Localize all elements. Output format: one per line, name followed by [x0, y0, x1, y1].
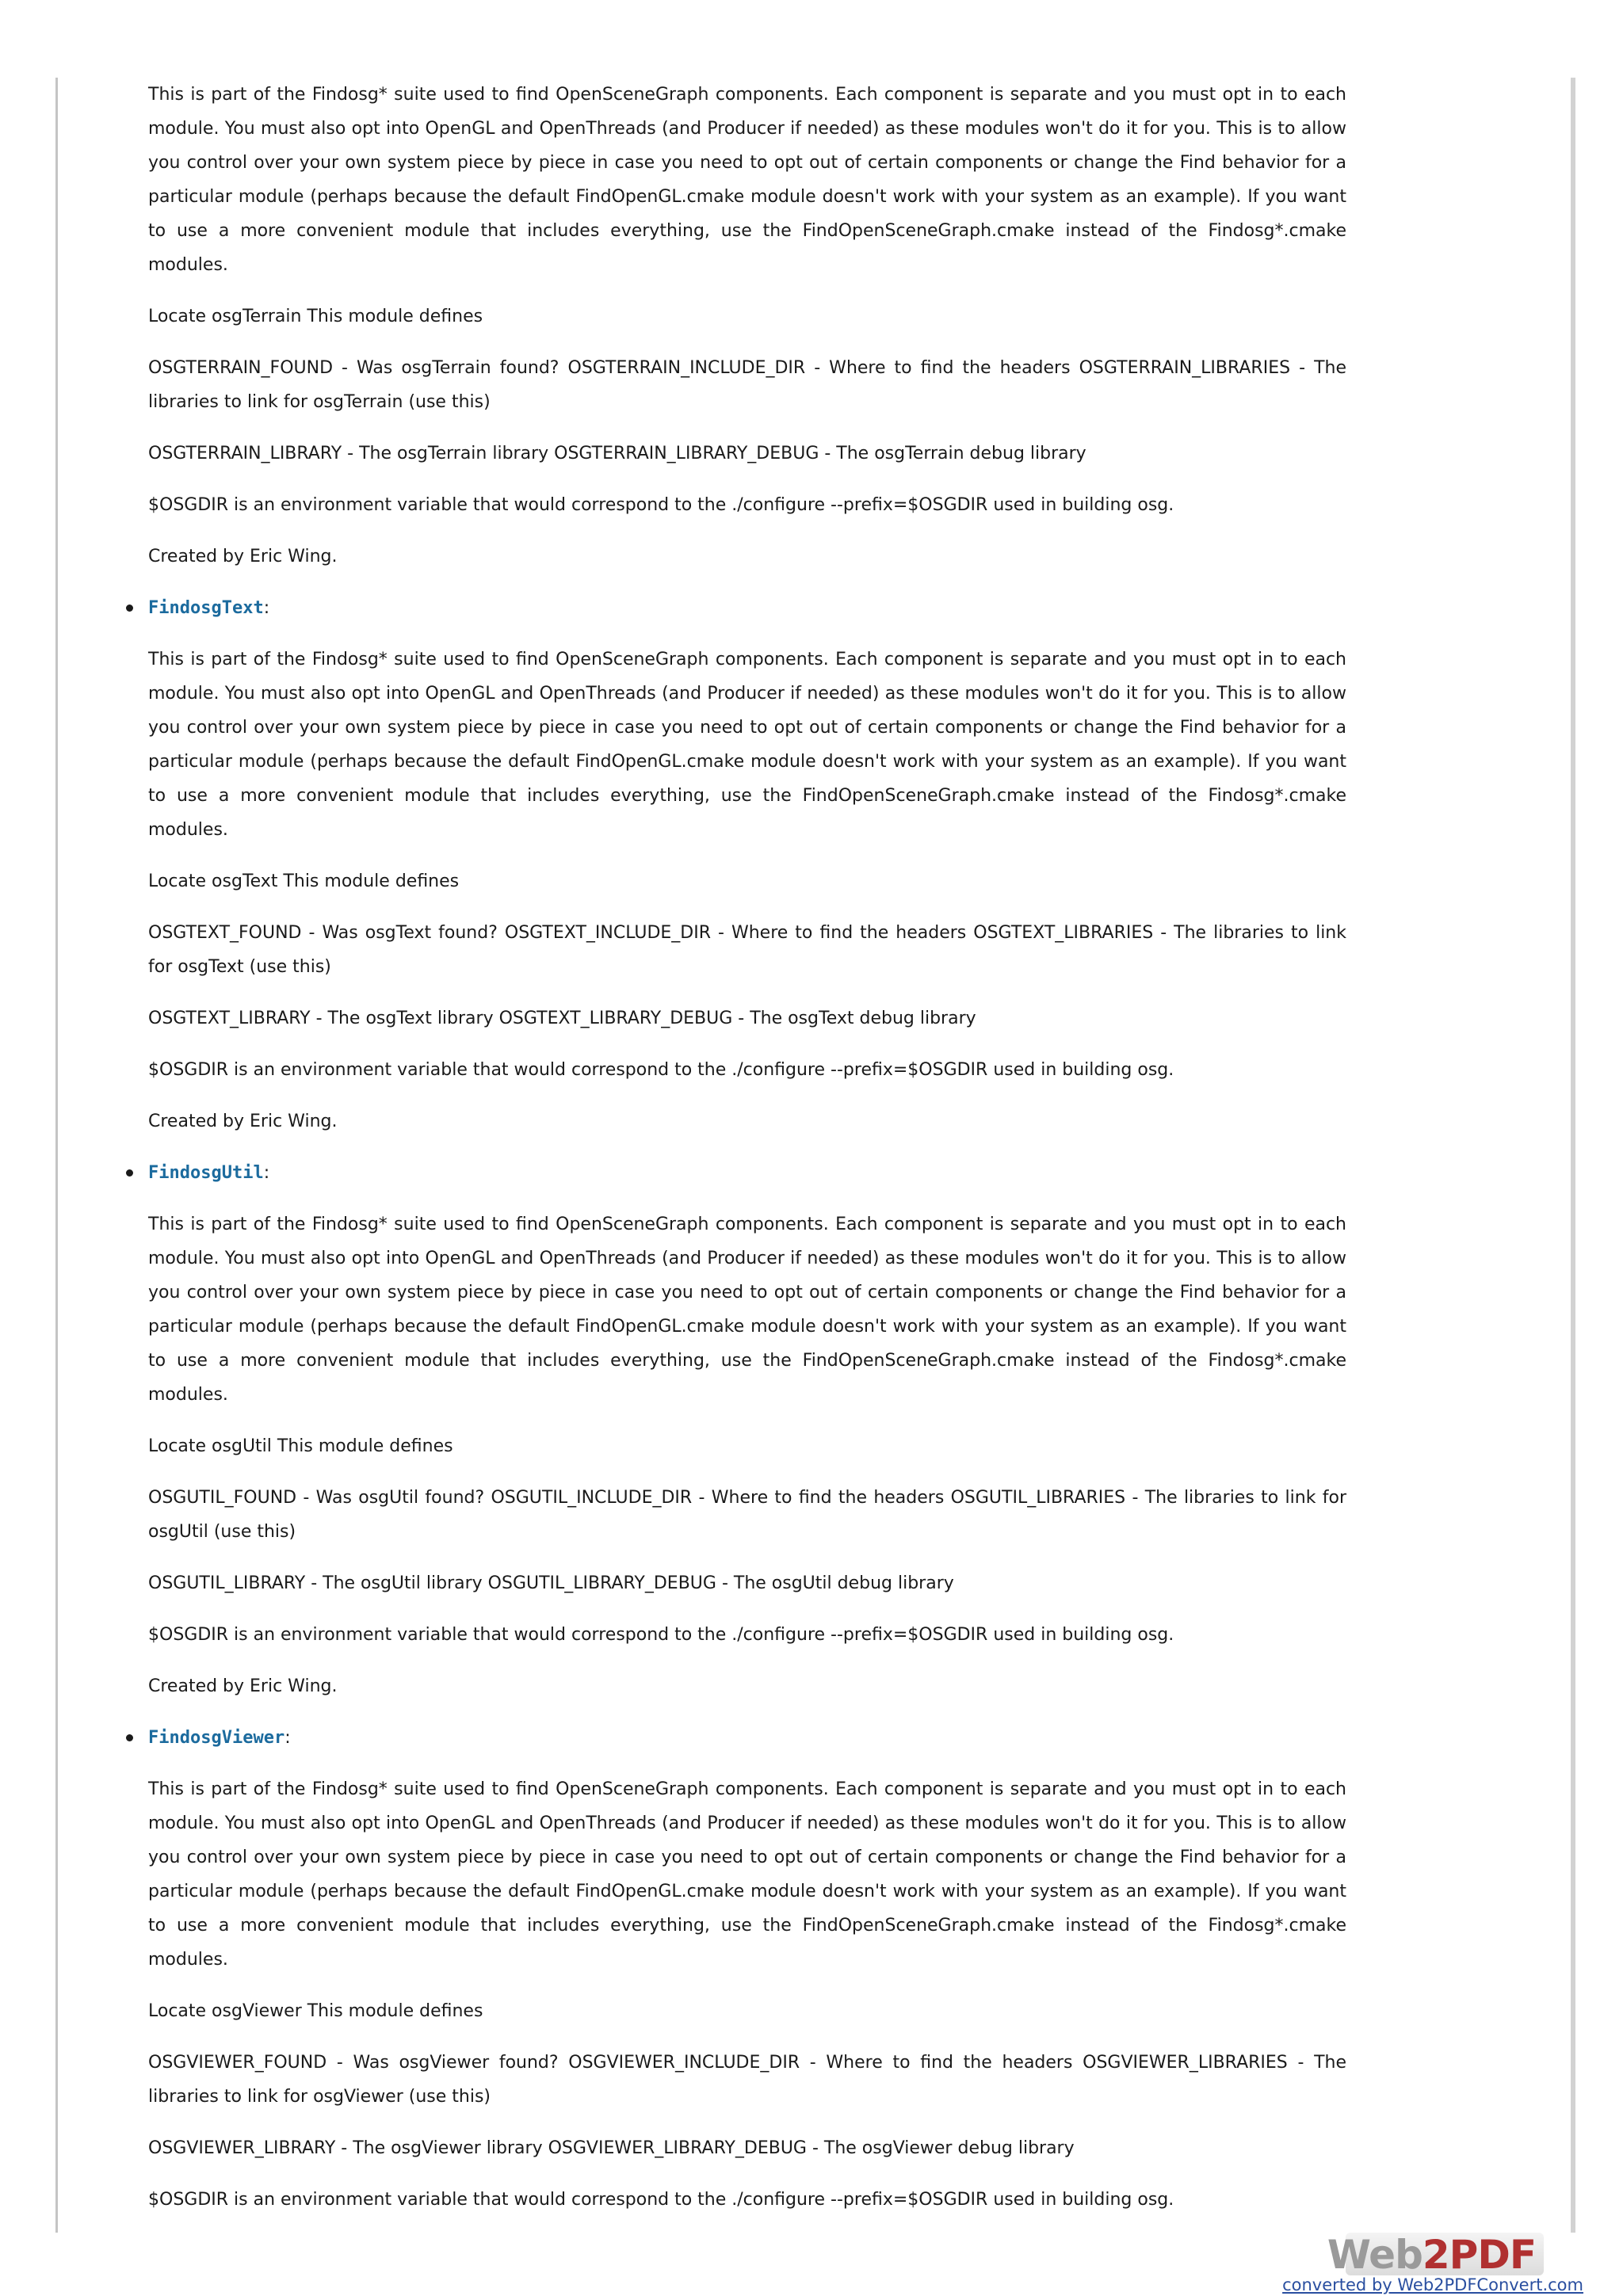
module-link-findosgtext[interactable]: FindosgText	[148, 598, 264, 618]
document-content	[148, 78, 1346, 2234]
module-credit: Created by Eric Wing.	[148, 1112, 338, 1131]
web2pdf-convert-link[interactable]: converted by Web2PDFConvert.com	[1282, 2275, 1583, 2294]
module-env-note: $OSGDIR is an environment variable that would correspond to the ./configure --prefix=$OSGDIR used in building osg.	[148, 495, 1174, 515]
module-locate-line: Locate osgUtil This module defines	[148, 1436, 453, 1456]
heading-colon: :	[263, 598, 270, 618]
module-env-note: $OSGDIR is an environment variable that would correspond to the ./configure --prefix=$OSGDIR used in building osg.	[148, 1060, 1174, 1080]
module-link-findosgutil[interactable]: FindosgUtil	[148, 1163, 264, 1183]
module-env-note: $OSGDIR is an environment variable that would correspond to the ./configure --prefix=$OSGDIR used in building osg.	[148, 1625, 1174, 1645]
module-defines: OSGVIEWER_FOUND - Was osgViewer found? OSGVIEWER_INCLUDE_DIR - Where to find the headers OSGVIEWER_LIBRARIES - The libraries to link for osgViewer (use this)	[148, 2053, 1346, 2107]
module-defines: OSGTEXT_FOUND - Was osgText found? OSGTEXT_INCLUDE_DIR - Where to find the headers OSGTEXT_LIBRARIES - The libraries to link for osgText (use this)	[148, 923, 1346, 977]
module-credit: Created by Eric Wing.	[148, 547, 338, 566]
module-env-note: $OSGDIR is an environment variable that would correspond to the ./configure --prefix=$OSGDIR used in building osg.	[148, 2190, 1174, 2210]
module-library: OSGTERRAIN_LIBRARY - The osgTerrain library OSGTERRAIN_LIBRARY_DEBUG - The osgTerrain debug library	[148, 444, 1086, 463]
module-library: OSGUTIL_LIBRARY - The osgUtil library OSGUTIL_LIBRARY_DEBUG - The osgUtil debug library	[148, 1573, 954, 1593]
module-description: This is part of the Findosg* suite used to find OpenSceneGraph components. Each component is separate and you must opt in to each module. You must also opt into OpenGL and OpenThreads (and Producer if needed) as these modules won't do it for you. This is to allow you control over your own system piece by piece in case you need to opt out of certain components or change the Find behavior for a particular module (perhaps because the default FindOpenGL.cmake module doesn't work with your system as an example). If you want to use a more convenient module that includes everything, use the FindOpenSceneGraph.cmake instead of the Findosg*.cmake modules.	[148, 85, 1346, 275]
module-description: This is part of the Findosg* suite used to find OpenSceneGraph components. Each component is separate and you must opt in to each module. You must also opt into OpenGL and OpenThreads (and Producer if needed) as these modules won't do it for you. This is to allow you control over your own system piece by piece in case you need to opt out of certain components or change the Find behavior for a particular module (perhaps because the default FindOpenGL.cmake module doesn't work with your system as an example). If you want to use a more convenient module that includes everything, use the FindOpenSceneGraph.cmake instead of the Findosg*.cmake modules.	[148, 650, 1346, 840]
module-locate-line: Locate osgViewer This module defines	[148, 2001, 483, 2021]
bullet-icon	[126, 1734, 133, 1741]
heading-colon: :	[285, 1728, 291, 1748]
module-library: OSGTEXT_LIBRARY - The osgText library OSGTEXT_LIBRARY_DEBUG - The osgText debug library	[148, 1009, 976, 1028]
module-description: This is part of the Findosg* suite used to find OpenSceneGraph components. Each component is separate and you must opt in to each module. You must also opt into OpenGL and OpenThreads (and Producer if needed) as these modules won't do it for you. This is to allow you control over your own system piece by piece in case you need to opt out of certain components or change the Find behavior for a particular module (perhaps because the default FindOpenGL.cmake module doesn't work with your system as an example). If you want to use a more convenient module that includes everything, use the FindOpenSceneGraph.cmake instead of the Findosg*.cmake modules.	[148, 1779, 1346, 1970]
heading-colon: :	[263, 1163, 270, 1183]
module-defines: OSGUTIL_FOUND - Was osgUtil found? OSGUTIL_INCLUDE_DIR - Where to find the headers OSGUTIL_LIBRARIES - The libraries to link for osgUtil (use this)	[148, 1488, 1346, 1542]
logo-text-2pdf: 2PDF	[1422, 2232, 1536, 2278]
module-heading-findosgviewer	[148, 1721, 1346, 1755]
module-library: OSGVIEWER_LIBRARY - The osgViewer library OSGVIEWER_LIBRARY_DEBUG - The osgViewer debug library	[148, 2138, 1075, 2158]
web2pdf-watermark	[1282, 2232, 1599, 2296]
module-credit: Created by Eric Wing.	[148, 1676, 338, 1696]
bullet-icon	[126, 1169, 133, 1177]
module-defines: OSGTERRAIN_FOUND - Was osgTerrain found? OSGTERRAIN_INCLUDE_DIR - Where to find the headers OSGTERRAIN_LIBRARIES - The libraries to link for osgTerrain (use this)	[148, 358, 1346, 412]
module-heading-findosgtext	[148, 591, 1346, 625]
module-link-findosgviewer[interactable]: FindosgViewer	[148, 1728, 285, 1748]
web2pdf-logo	[1327, 2232, 1536, 2278]
bullet-icon	[126, 605, 133, 612]
module-locate-line: Locate osgText This module defines	[148, 871, 460, 891]
logo-text-web: Web	[1327, 2232, 1423, 2278]
module-description: This is part of the Findosg* suite used to find OpenSceneGraph components. Each component is separate and you must opt in to each module. You must also opt into OpenGL and OpenThreads (and Producer if needed) as these modules won't do it for you. This is to allow you control over your own system piece by piece in case you need to opt out of certain components or change the Find behavior for a particular module (perhaps because the default FindOpenGL.cmake module doesn't work with your system as an example). If you want to use a more convenient module that includes everything, use the FindOpenSceneGraph.cmake instead of the Findosg*.cmake modules.	[148, 1215, 1346, 1405]
module-heading-findosgutil	[148, 1156, 1346, 1190]
module-locate-line: Locate osgTerrain This module defines	[148, 307, 483, 326]
